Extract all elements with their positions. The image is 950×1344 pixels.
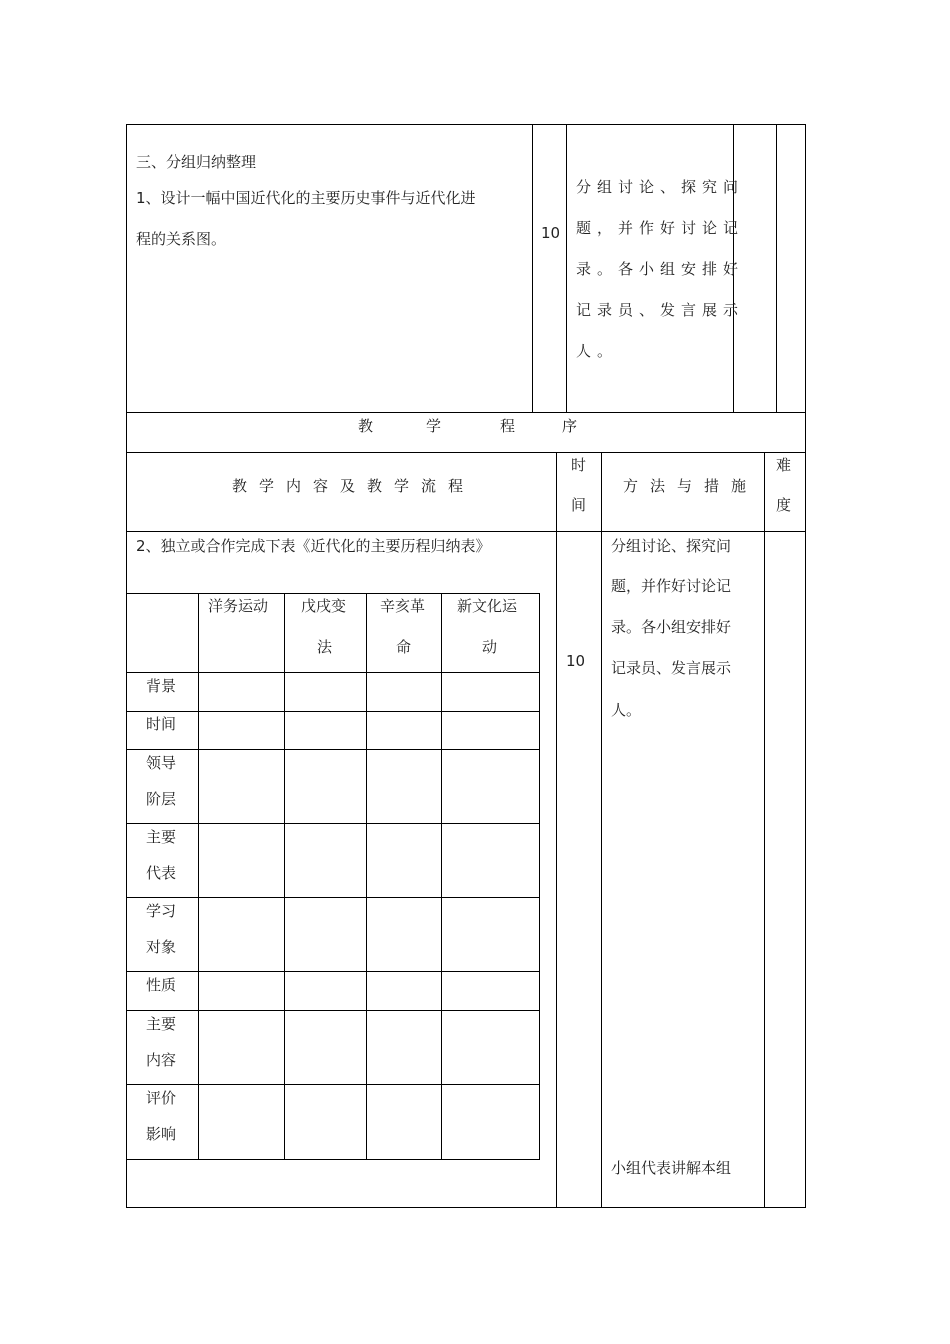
- col-divider-method: [764, 452, 765, 1208]
- header-time-2: 间: [571, 496, 587, 514]
- method-line: 记录员、发言展示: [611, 659, 732, 677]
- header-method: 方法与措施: [623, 477, 759, 495]
- method-line: 录。各小组安排好: [576, 260, 745, 278]
- header-difficulty-2: 度: [776, 496, 792, 514]
- column-header: 新文化运: [457, 597, 518, 615]
- top-col-divider-2: [566, 124, 567, 413]
- row-header: 代表: [146, 864, 177, 882]
- row-header: 时间: [146, 715, 177, 733]
- top-col-divider-1: [532, 124, 533, 413]
- inner-vline: [366, 593, 367, 1160]
- row-header: 阶层: [146, 790, 177, 808]
- section3-item1-line2: 程的关系图。: [136, 230, 227, 248]
- column-header: 辛亥革: [380, 597, 426, 615]
- header-difficulty-1: 难: [776, 456, 792, 474]
- header-row-bottom: [126, 531, 806, 532]
- method-line: 录。各小组安排好: [611, 618, 732, 636]
- row-header: 对象: [146, 938, 177, 956]
- row-header: 内容: [146, 1051, 177, 1069]
- row-header: 评价: [146, 1089, 177, 1107]
- section2-method-bottom: 小组代表讲解本组: [611, 1159, 732, 1177]
- column-header: 动: [482, 638, 498, 656]
- row-header: 性质: [146, 976, 177, 994]
- inner-hline: [126, 1084, 540, 1085]
- inner-hline: [126, 971, 540, 972]
- top-border: [126, 124, 806, 125]
- row-header: 主要: [146, 828, 177, 846]
- bottom-border: [126, 1207, 806, 1208]
- method-line: 分组讨论、探究问: [611, 537, 732, 555]
- row-header: 学习: [146, 902, 177, 920]
- column-header: 命: [396, 638, 412, 656]
- program-title-char: 序: [562, 417, 578, 435]
- inner-hline: [126, 672, 540, 673]
- section3-time: 10: [541, 224, 561, 242]
- inner-vline: [198, 593, 199, 1160]
- section2-time: 10: [566, 652, 586, 670]
- title-row-top: [126, 412, 806, 413]
- method-line: 人。: [611, 701, 642, 719]
- method-line: 题，并作好讨论记: [576, 219, 745, 237]
- inner-hline: [126, 593, 540, 594]
- section3-item1-line1: 1、设计一幅中国近代化的主要历史事件与近代化进: [136, 189, 476, 207]
- column-header: 洋务运动: [208, 597, 269, 615]
- row-header: 主要: [146, 1015, 177, 1033]
- header-time-1: 时: [571, 456, 587, 474]
- method-line: 人。: [576, 342, 619, 360]
- section3-heading: 三、分组归纳整理: [136, 153, 257, 171]
- right-border: [805, 124, 806, 1208]
- method-line: 分组讨论、探究问: [576, 178, 745, 196]
- inner-hline: [126, 1010, 540, 1011]
- inner-hline: [126, 1159, 540, 1160]
- inner-hline: [126, 711, 540, 712]
- program-title-char: 学: [426, 417, 442, 435]
- col-divider-content: [556, 452, 557, 1208]
- inner-vline: [441, 593, 442, 1160]
- header-content: 教学内容及教学流程: [232, 477, 476, 495]
- header-row-top: [126, 452, 806, 453]
- top-col-divider-4: [776, 124, 777, 413]
- inner-vline: [284, 593, 285, 1160]
- left-border: [126, 124, 127, 1208]
- row-header: 领导: [146, 754, 177, 772]
- inner-hline: [126, 823, 540, 824]
- section2-item2: 2、独立或合作完成下表《近代化的主要历程归纳表》: [136, 537, 491, 555]
- program-title-char: 教: [358, 417, 374, 435]
- inner-vline: [539, 593, 540, 1160]
- method-line: 题，并作好讨论记: [611, 577, 732, 595]
- inner-hline: [126, 897, 540, 898]
- program-title-char: 程: [500, 417, 516, 435]
- method-line: 记录员、发言展示: [576, 301, 745, 319]
- column-header: 戊戌变: [301, 597, 347, 615]
- column-header: 法: [317, 638, 333, 656]
- inner-hline: [126, 749, 540, 750]
- row-header: 背景: [146, 677, 177, 695]
- col-divider-time: [601, 452, 602, 1208]
- row-header: 影响: [146, 1125, 177, 1143]
